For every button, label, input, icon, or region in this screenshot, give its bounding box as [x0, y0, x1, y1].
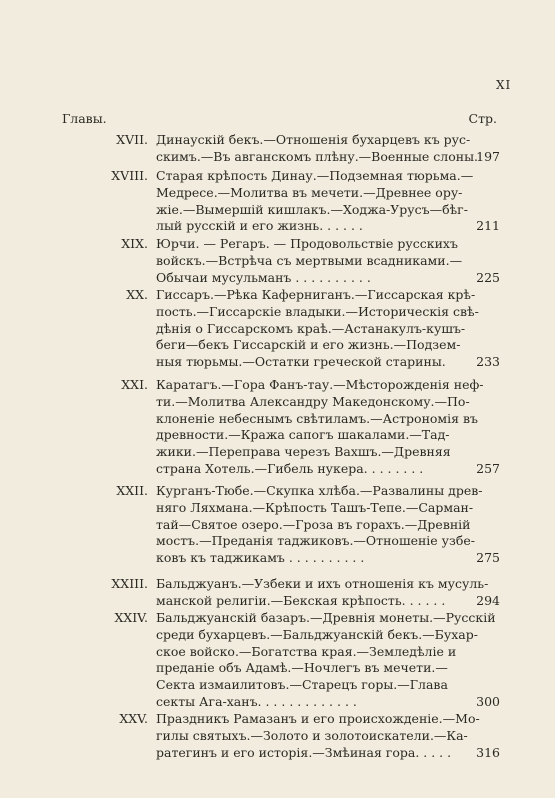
summary-line: секты Ага-ханъ. . . . . . . . . . . . . [156, 693, 357, 709]
summary-line: Динаускій бекъ.—Отношенія бухарцевъ къ рус- [156, 132, 471, 147]
summary-line: тай—Святое озеро.—Гроза въ горахъ.—Древній [156, 516, 471, 532]
page-number: 275 [476, 550, 500, 566]
summary-line: няго Ляхмана.—Крѣпость Ташъ-Тепе.—Сарман- [156, 499, 474, 515]
chapters-header: Главы. [62, 111, 107, 126]
summary-line: дѣнія о Гиссарскомъ краѣ.—Астанакулъ-кушъ- [156, 320, 466, 336]
chapter-number: XVIII. [111, 168, 148, 183]
summary-line: скимъ.—Въ авганскомъ плѣну.—Военные слоны. [156, 148, 478, 164]
chapter-summary [156, 576, 512, 610]
page-number: 225 [476, 269, 500, 285]
chapter-summary [156, 168, 512, 235]
summary-line: гилы святыхъ.—Золото и золотоискатели.—Ка- [156, 727, 468, 743]
summary-line: Старая крѣпость Динау.—Подземная тюрьма.— [156, 168, 474, 183]
summary-line: ти.—Молитва Александру Македонскому.—По- [156, 393, 470, 409]
page-number: 211 [476, 218, 500, 234]
chapter-summary [156, 610, 512, 711]
page-number: 197 [476, 148, 500, 164]
chapter-number: XXII. [116, 483, 148, 498]
chapter-number: XXIV. [114, 610, 148, 625]
summary-line: лый русскій и его жизнь. . . . . . [156, 218, 363, 234]
summary-line: пость.—Гиссарскіе владыки.—Историческія свѣ- [156, 303, 479, 319]
summary-line: войскъ.—Встрѣча съ мертвыми всадниками.— [156, 252, 463, 268]
chapter-summary [156, 132, 512, 166]
summary-line: Бальджуанъ.—Узбеки и ихъ отношенія къ мусуль- [156, 576, 489, 591]
summary-line: ныя тюрьмы.—Остатки греческой старины. [156, 354, 446, 370]
page-number: 300 [476, 694, 500, 709]
summary-line: ское войско.—Богатства края.—Земледѣліе и [156, 643, 457, 659]
chapter-summary [156, 287, 512, 371]
chapter-number: XXI. [121, 377, 148, 392]
chapter-number: XXV. [119, 711, 148, 726]
summary-line: страна Хотель.—Гибель нукера. . . . . . . . [156, 460, 424, 476]
summary-line: Гиссаръ.—Рѣка Каферниганъ.—Гиссарская крѣ- [156, 287, 476, 302]
page-number: 294 [476, 592, 500, 608]
page-folio: XI [496, 78, 512, 92]
summary-line: Медресе.—Молитва въ мечети.—Древнее ору- [156, 184, 463, 200]
summary-line: жики.—Переправа черезъ Вахшъ.—Древняя [156, 444, 451, 460]
summary-line: клоненіе небеснымъ свѣтиламъ.—Астрономія въ [156, 410, 478, 426]
summary-line: среди бухарцевъ.—Бальджуанскій бекъ.—Бухар- [156, 626, 478, 642]
chapter-number: XX. [126, 287, 148, 302]
page-number: 257 [476, 461, 500, 476]
summary-line: Праздникъ Рамазанъ и его происхожденіе.—Мо- [156, 711, 480, 726]
chapter-summary [156, 483, 512, 567]
summary-line: ковъ къ таджикамъ . . . . . . . . . . [156, 550, 365, 566]
summary-line: мостъ.—Преданія таджиковъ.—Отношеніе узбе- [156, 533, 475, 549]
chapter-summary [156, 236, 512, 286]
summary-line: ратегинъ и его исторія.—Змѣиная гора. . . . . [156, 744, 452, 760]
page-number: 316 [476, 744, 500, 760]
chapter-number: XIX. [121, 236, 148, 251]
summary-line: древности.—Кража сапогъ шакалами.—Тад- [156, 427, 450, 443]
chapter-summary [156, 377, 512, 478]
summary-line: манской религіи.—Бекская крѣпость. . . . . . [156, 592, 446, 608]
page-number: 233 [476, 354, 500, 370]
summary-line: Секта измаилитовъ.—Старецъ горы.—Глава [156, 677, 448, 693]
summary-line: Бальджуанскій базаръ.—Древнія монеты.—Русскій [156, 610, 496, 625]
pages-header: Стр. [468, 111, 497, 126]
summary-line: Обычаи мусульманъ . . . . . . . . . . [156, 269, 371, 285]
chapter-summary [156, 711, 512, 761]
chapter-number: XXIII. [111, 576, 148, 591]
summary-line: жіе.—Вымершій кишлакъ.—Ходжа-Урусъ—бѣг- [156, 201, 468, 217]
chapter-number: XVII. [116, 132, 148, 147]
summary-line: Юрчи. — Регаръ. — Продовольствіе русскихъ [156, 236, 458, 251]
summary-line: беги—бекъ Гиссарскій и его жизнь.—Подзем- [156, 337, 461, 353]
summary-line: Каратагъ.—Гора Фанъ-тау.—Мѣсторожденія неф- [156, 377, 484, 392]
summary-line: преданіе объ Адамѣ.—Ночлегъ въ мечети.— [156, 660, 448, 676]
summary-line: Курганъ-Тюбе.—Скупка хлѣба.—Развалины древ- [156, 483, 483, 498]
